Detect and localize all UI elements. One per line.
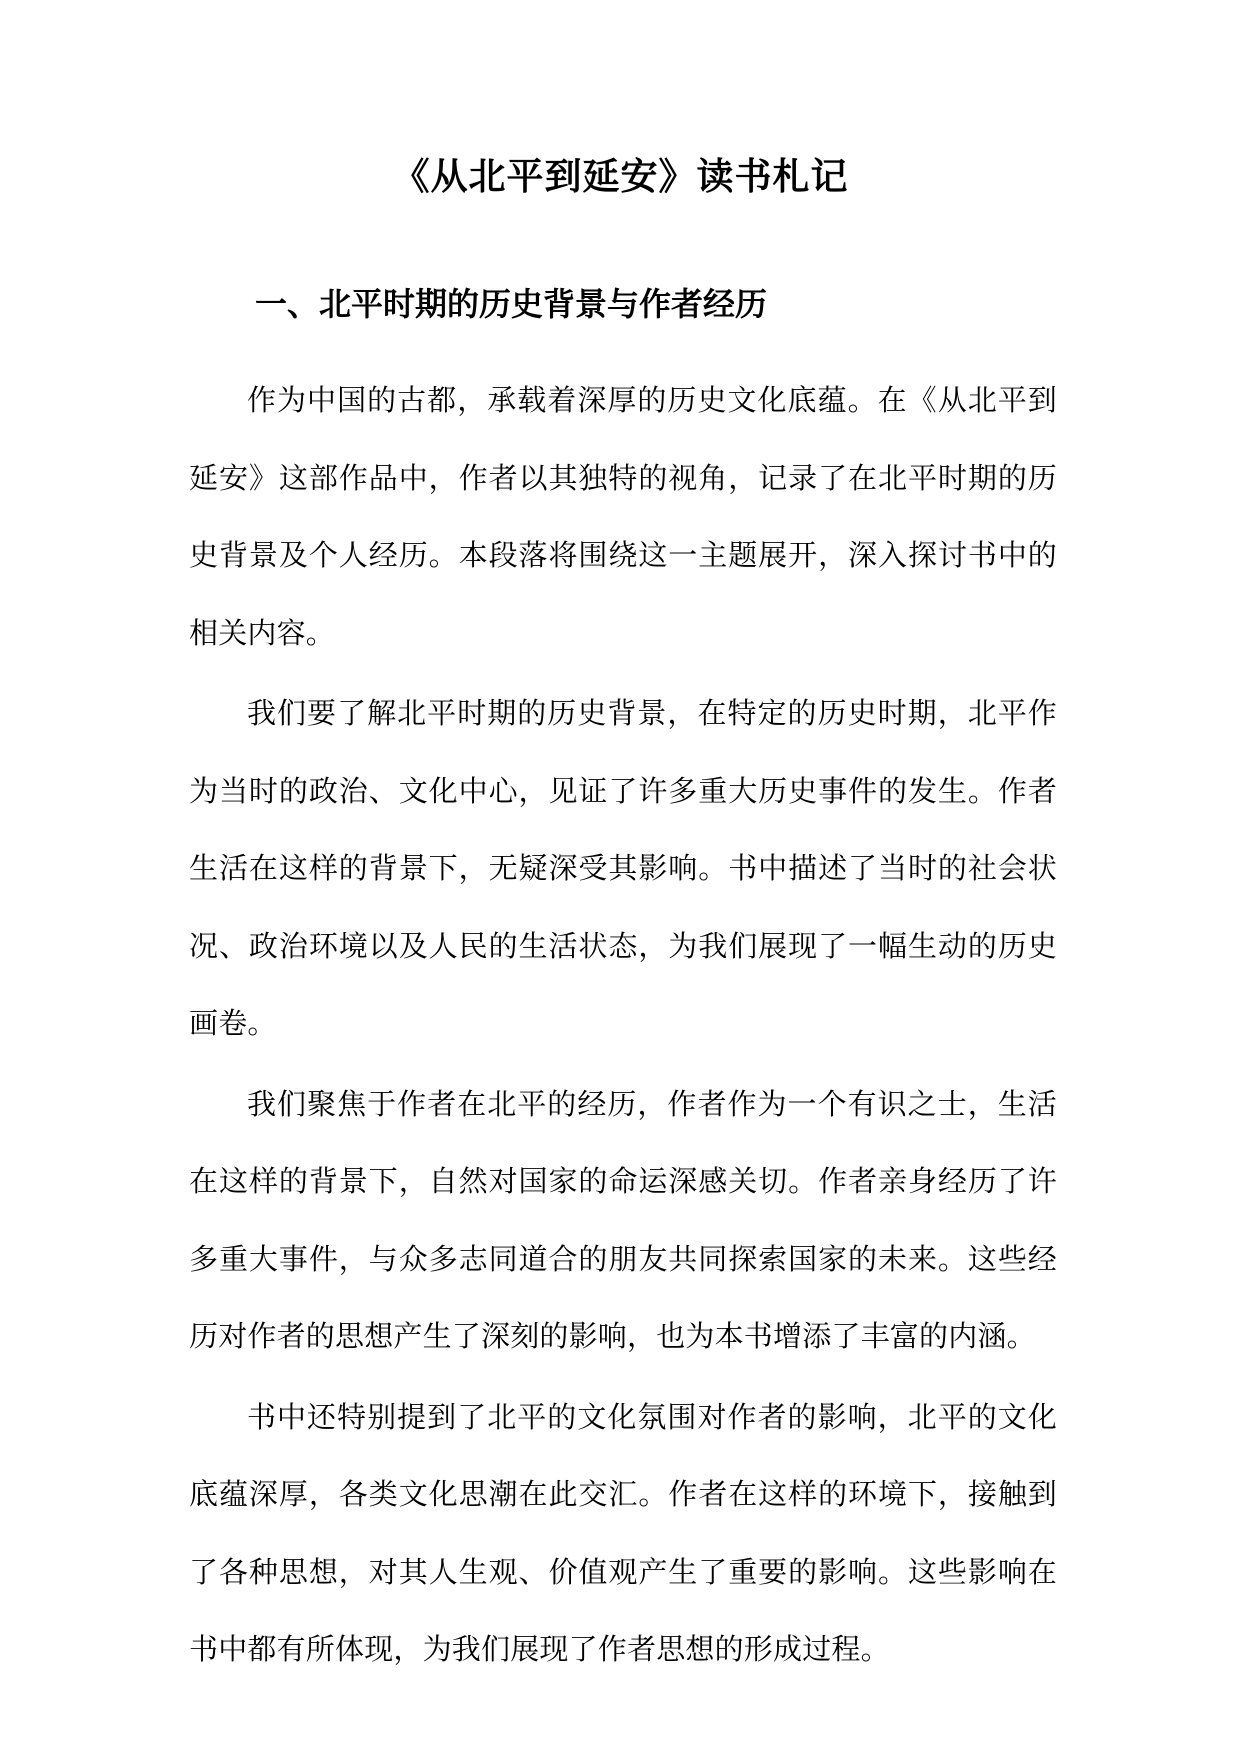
paragraph-3: 我们聚焦于作者在北平的经历，作者作为一个有识之士，生活在这样的背景下，自然对国家的命运深感关切。作者亲身经历了许多重大事件，与众多志同道合的朋友共同探索国家的未来。这些经历对作者的思想产生了深刻的影响，也为本书增添了丰富的内涵。 — [189, 1086, 1057, 1353]
paragraph-4: 书中还特别提到了北平的文化氛围对作者的影响，北平的文化底蕴深厚，各类文化思潮在此交汇。作者在这样的环境下，接触到了各种思想，对其人生观、价值观产生了重要的影响。这些影响在书中都有所体现，为我们展现了作者思想的形成过程。 — [189, 1399, 1057, 1666]
section-heading: 一、北平时期的历史背景与作者经历 — [255, 285, 768, 323]
document-title: 《从北平到延安》读书札记 — [392, 154, 849, 198]
paragraph-2: 我们要了解北平时期的历史背景，在特定的历史时期，北平作为当时的政治、文化中心，见证了许多重大历史事件的发生。作者生活在这样的背景下，无疑深受其影响。书中描述了当时的社会状况、政治环境以及人民的生活状态，为我们展现了一幅生动的历史画卷。 — [189, 696, 1057, 1040]
body-text — [189, 362, 1057, 1692]
paragraph-1: 作为中国的古都，承载着深厚的历史文化底蕴。在《从北平到延安》这部作品中，作者以其独特的视角，记录了在北平时期的历史背景及个人经历。本段落将围绕这一主题展开，深入探讨书中的相关内容。 — [189, 383, 1057, 650]
